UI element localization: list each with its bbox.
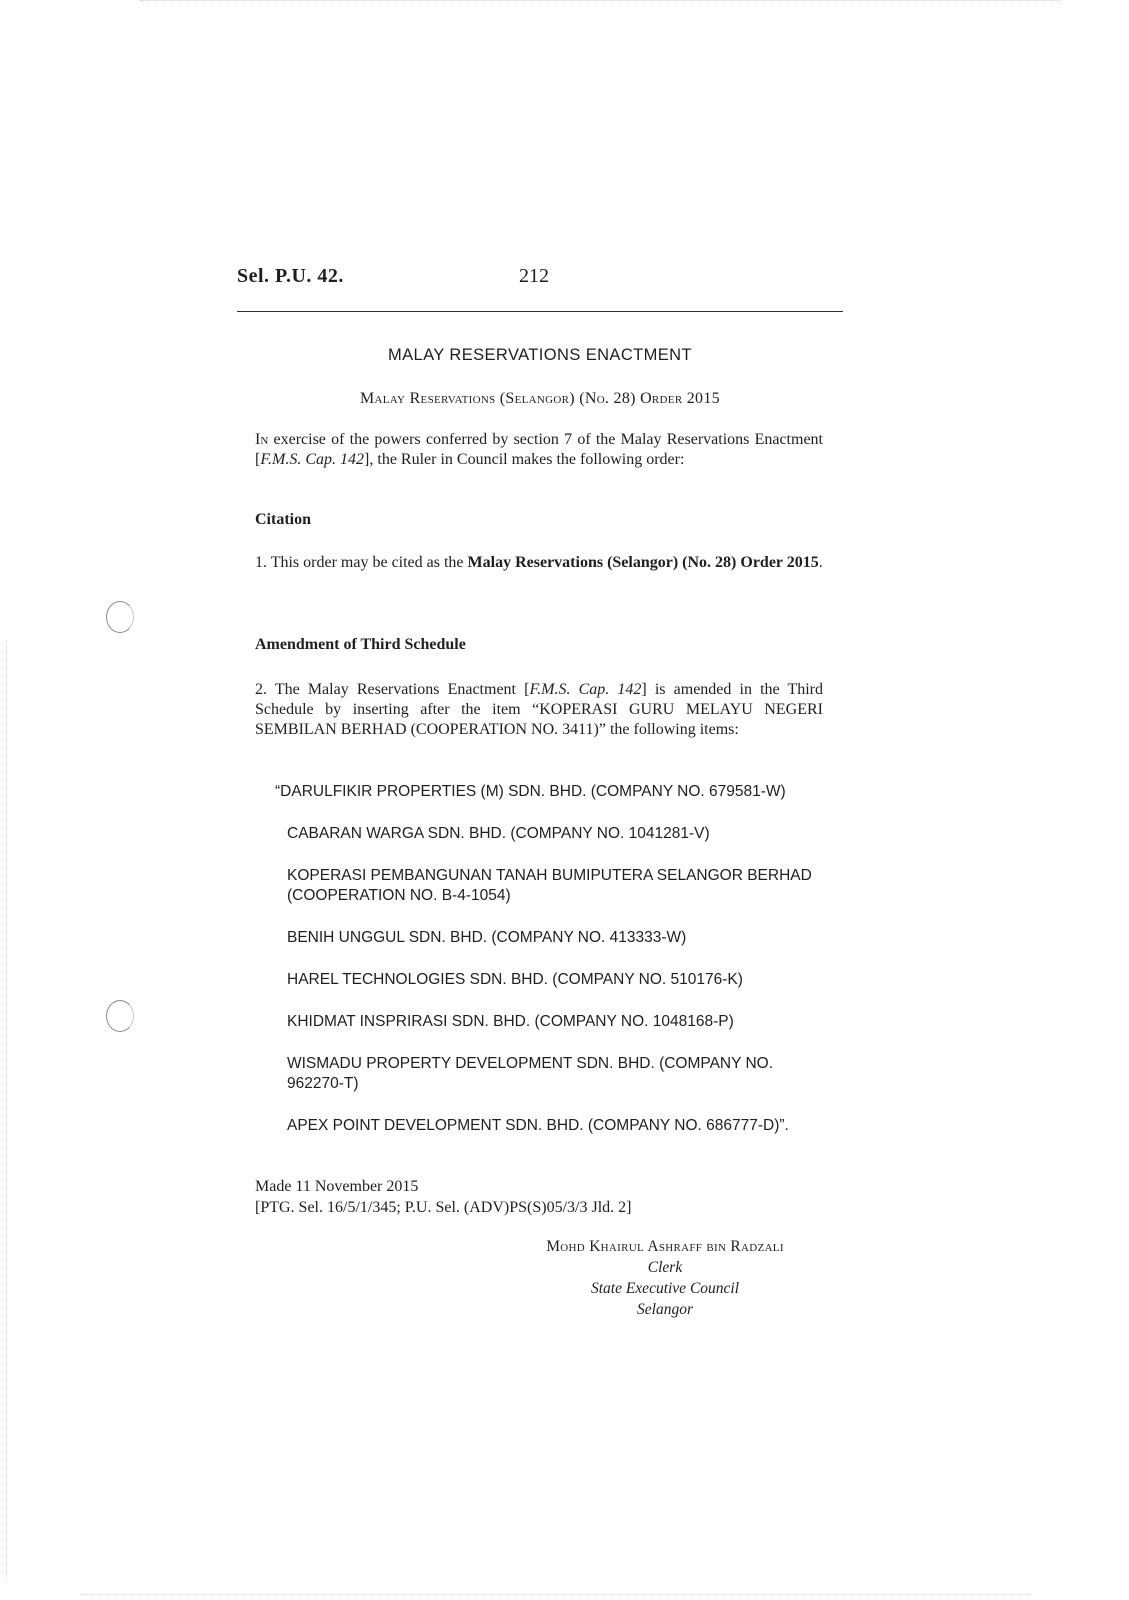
- citation-text-2: .: [818, 554, 823, 571]
- list-item: “DARULFIKIR PROPERTIES (M) SDN. BHD. (COMPANY NO. 679581-W): [275, 783, 786, 800]
- list-item: HAREL TECHNOLOGIES SDN. BHD. (COMPANY NO. 510176-K): [287, 971, 743, 988]
- scan-artifact-bottom: [80, 1594, 1030, 1597]
- list-item: KHIDMAT INSPRIRASI SDN. BHD. (COMPANY NO. 1048168-P): [287, 1013, 734, 1030]
- made-date: Made 11 November 2015: [255, 1178, 419, 1195]
- order-name: Malay Reservations (Selangor) (No. 28) Order 2015: [467, 554, 819, 571]
- amendment-paragraph: [255, 680, 823, 740]
- list-item: WISMADU PROPERTY DEVELOPMENT SDN. BHD. (COMPANY NO. 962270-T): [287, 1055, 774, 1092]
- punch-hole-icon: [106, 601, 134, 633]
- amendment-citation: F.M.S. Cap. 142: [529, 681, 642, 698]
- file-reference: [PTG. Sel. 16/5/1/345; P.U. Sel. (ADV)PS(S)05/3/3 Jld. 2]: [255, 1199, 632, 1216]
- signature-block: [500, 1236, 830, 1320]
- list-item: KOPERASI PEMBANGUNAN TANAH BUMIPUTERA SELANGOR BERHAD (COOPERATION NO. B-4-1054): [287, 867, 812, 904]
- intro-text-2: ], the Ruler in Council makes the following order:: [364, 451, 685, 468]
- citation-heading: Citation: [255, 511, 311, 528]
- punch-hole-icon: [106, 1000, 134, 1032]
- gazette-reference: Sel. P.U. 42.: [237, 265, 344, 287]
- page-header: [237, 265, 843, 312]
- signatory-state: Selangor: [637, 1301, 693, 1318]
- intro-paragraph: [255, 430, 823, 470]
- list-item: APEX POINT DEVELOPMENT SDN. BHD. (COMPANY NO. 686777-D)”.: [287, 1117, 789, 1134]
- signatory-name: Mohd Khairul Ashraff bin Radzali: [546, 1238, 784, 1255]
- scan-artifact-left: [6, 640, 9, 1580]
- section-number: 1.: [255, 554, 267, 571]
- order-title: Malay Reservations (Selangor) (No. 28) Order 2015: [360, 390, 720, 407]
- citation-text-1: This order may be cited as the: [267, 554, 468, 571]
- signatory-body: State Executive Council: [590, 1280, 740, 1297]
- amendment-heading: Amendment of Third Schedule: [255, 636, 466, 653]
- scan-artifact-top: [140, 0, 1060, 7]
- list-item: BENIH UNGGUL SDN. BHD. (COMPANY NO. 413333-W): [287, 929, 687, 946]
- page-number: 212: [519, 265, 549, 287]
- intro-text-1: exercise of the powers conferred by section 7 of the Malay Reservations Enactment [: [255, 431, 823, 468]
- citation-paragraph: [255, 553, 823, 573]
- amendment-text-1: The Malay Reservations Enactment [: [267, 681, 530, 698]
- section-number: 2.: [255, 681, 267, 698]
- list-item: CABARAN WARGA SDN. BHD. (COMPANY NO. 1041281-V): [287, 825, 710, 842]
- signatory-title: Clerk: [647, 1259, 683, 1276]
- amendment-text-2: ] is amended in the Third Schedule by inserting after the item “KOPERASI GURU MELAYU NEGERI SEMBILAN BERHAD (COOPERATION NO. 3411)” the following items:: [255, 681, 823, 738]
- made-block: [255, 1176, 631, 1218]
- intro-citation: F.M.S. Cap. 142: [260, 451, 365, 468]
- document-title: MALAY RESERVATIONS ENACTMENT: [388, 346, 692, 364]
- intro-lead: In: [255, 431, 269, 448]
